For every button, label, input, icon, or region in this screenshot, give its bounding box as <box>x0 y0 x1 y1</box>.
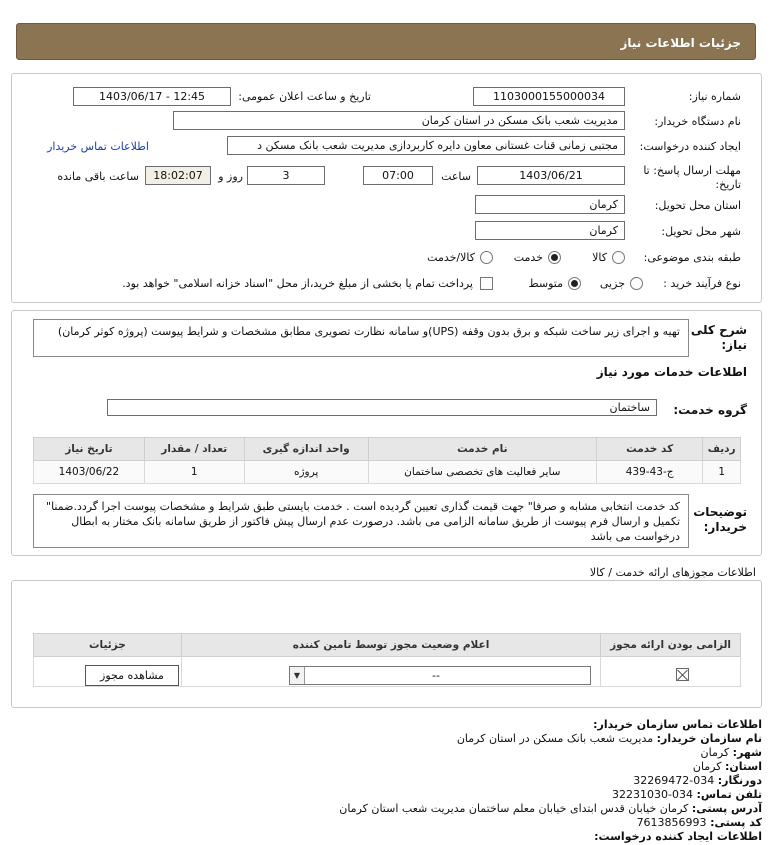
contact-fax-label: دورنگار: <box>717 774 762 787</box>
deadline-time-label: ساعت <box>441 170 471 183</box>
permit-status-select[interactable] <box>289 666 591 685</box>
remaining-time-label: ساعت باقی مانده <box>57 170 139 183</box>
process-radio-minor[interactable] <box>630 277 643 290</box>
contact-org-label: نام سازمان خریدار: <box>656 732 762 745</box>
process-label: نوع فرآیند خرید : <box>663 277 741 290</box>
contact-phone-value: 034-32231030 <box>612 788 694 801</box>
category-option-service: خدمت <box>513 251 543 264</box>
permit-status-value: -- <box>432 669 440 682</box>
contact-province-value: کرمان <box>692 760 722 773</box>
treasury-note: پرداخت تمام یا بخشی از مبلغ خرید،از محل "اسناد خزانه اسلامی" خواهد بود. <box>122 277 473 290</box>
category-radio-goods[interactable] <box>612 251 625 264</box>
category-radio-service[interactable] <box>548 251 561 264</box>
summary-label-2: نیاز: <box>721 338 747 352</box>
cell-quantity: 1 <box>144 461 244 484</box>
services-table-header <box>34 438 741 461</box>
permits-panel <box>11 580 762 708</box>
permit-required-checkbox-icon <box>676 668 689 681</box>
cell-service-code: ج-43-439 <box>596 461 702 484</box>
contact-address-value: کرمان خیابان قدس ابتدای خیابان معلم ساختمان مدیریت شعب استان کرمان <box>339 802 689 815</box>
creator-label: ایجاد کننده درخواست: <box>639 140 741 153</box>
contact-fax-value: 034-32269472 <box>633 774 715 787</box>
contact-phone <box>612 788 762 802</box>
permits-table-header <box>34 634 741 657</box>
col-quantity: تعداد / مقدار <box>144 438 244 461</box>
contact-city-value: کرمان <box>700 746 730 759</box>
deadline-label: مهلت ارسال پاسخ: تا <box>643 164 741 177</box>
contact-postal-value: 7613856993 <box>636 816 707 829</box>
cell-unit: پروژه <box>244 461 368 484</box>
need-number-field: 1103000155000034 <box>473 87 625 106</box>
category-option-goods-service: کالا/خدمت <box>427 251 475 264</box>
services-section-title: اطلاعات خدمات مورد نیاز <box>596 365 747 379</box>
buyer-org-label: نام دستگاه خریدار: <box>654 115 741 128</box>
need-number-label: شماره نیاز: <box>688 90 741 103</box>
treasury-checkbox[interactable] <box>480 277 493 290</box>
view-permit-button[interactable]: مشاهده مجوز <box>85 665 179 686</box>
city-field: کرمان <box>475 221 625 240</box>
contact-section-title: اطلاعات تماس سازمان خریدار: <box>593 718 762 731</box>
cell-service-name: سایر فعالیت های تخصصی ساختمان <box>368 461 596 484</box>
creator-section-title: اطلاعات ایجاد کننده درخواست: <box>594 830 762 843</box>
deadline-date-field: 1403/06/21 <box>477 166 625 185</box>
col-permit-required: الزامی بودن ارائه مجوز <box>601 634 741 657</box>
province-label: استان محل تحویل: <box>654 199 741 212</box>
permits-section-title: اطلاعات مجوزهای ارائه خدمت / کالا <box>589 566 756 579</box>
province-field: کرمان <box>475 195 625 214</box>
city-label: شهر محل تحویل: <box>661 225 741 238</box>
contact-address-label: آدرس پستی: <box>691 802 762 815</box>
summary-label: شرح کلی <box>690 323 747 337</box>
contact-address <box>339 802 762 816</box>
category-label: طبقه بندی موضوعی: <box>643 251 741 264</box>
page-title: جزئیات اطلاعات نیاز <box>16 23 756 60</box>
cell-need-date: 1403/06/22 <box>34 461 145 484</box>
days-label: روز و <box>218 170 243 183</box>
col-service-name: نام خدمت <box>368 438 596 461</box>
buyer-org-field: مدیریت شعب بانک مسکن در استان کرمان <box>173 111 625 130</box>
contact-postal-label: کد پستی: <box>710 816 762 829</box>
col-need-date: تاریخ نیاز <box>34 438 145 461</box>
contact-province <box>693 760 762 774</box>
announce-datetime-field: 1403/06/17 - 12:45 <box>73 87 231 106</box>
contact-fax <box>633 774 762 788</box>
buyer-notes-label: توضیحات <box>693 505 747 519</box>
contact-org <box>457 732 762 746</box>
summary-text: تهیه و اجرای زیر ساخت شبکه و برق بدون وقفه (UPS)و سامانه نظارت تصویری مطابق مشخصات و شرایط پیوست (پروژه کوثر کرمان) <box>33 319 689 357</box>
col-row-number: ردیف <box>703 438 741 461</box>
buyer-notes-label-2: خریدار: <box>703 520 747 534</box>
col-unit: واحد اندازه گیری <box>244 438 368 461</box>
details-panel <box>11 310 762 556</box>
category-option-goods: کالا <box>592 251 607 264</box>
cell-permit-required <box>601 657 741 687</box>
deadline-time-field: 07:00 <box>363 166 433 185</box>
buyer-notes-text: کد خدمت انتخابی مشابه و صرفا" جهت قیمت گذاری تعیین گردیده است . خدمت بایستی طبق شرایط و مشخصات پیوست اجرا گردد.ضمنا" تکمیل و ارسال فرم پیوست از طریق سامانه الزامی می باشد. درصورت عدم ارسال پیش فاکتور از طریق سامانه بانک مختار به ابطال درخواست می باشد <box>33 494 689 548</box>
service-group-label: گروه خدمت: <box>673 403 747 417</box>
process-option-minor: جزیی <box>599 277 625 290</box>
contact-phone-label: تلفن تماس: <box>696 788 762 801</box>
process-option-medium: متوسط <box>528 277 563 290</box>
process-radio-medium[interactable] <box>568 277 581 290</box>
category-radio-goods-service[interactable] <box>480 251 493 264</box>
col-permit-details: جزئیات <box>34 634 182 657</box>
cell-row-number: 1 <box>703 461 741 484</box>
col-permit-status: اعلام وضعیت مجوز توسط تامین کننده <box>181 634 600 657</box>
buyer-contact-link[interactable]: اطلاعات تماس خریدار <box>47 140 149 153</box>
table-row <box>34 461 741 484</box>
contact-city <box>701 746 762 760</box>
chevron-down-icon: ▼ <box>290 667 305 684</box>
services-table <box>33 437 741 484</box>
need-info-panel <box>11 73 762 303</box>
days-remaining-field: 3 <box>247 166 325 185</box>
announce-label: تاریخ و ساعت اعلان عمومی: <box>238 90 371 103</box>
deadline-date-label: تاریخ: <box>715 178 741 191</box>
contact-city-label: شهر: <box>732 746 762 759</box>
contact-org-value: مدیریت شعب بانک مسکن در استان کرمان <box>456 732 654 745</box>
remaining-time-field: 18:02:07 <box>145 166 211 185</box>
contact-postal <box>637 816 762 830</box>
contact-province-label: استان: <box>725 760 762 773</box>
creator-field: مجتبی زمانی قنات غستانی معاون دایره کاربردازی مدیریت شعب بانک مسکن د <box>227 136 625 155</box>
service-group-field: ساختمان <box>107 399 657 416</box>
col-service-code: کد خدمت <box>596 438 702 461</box>
